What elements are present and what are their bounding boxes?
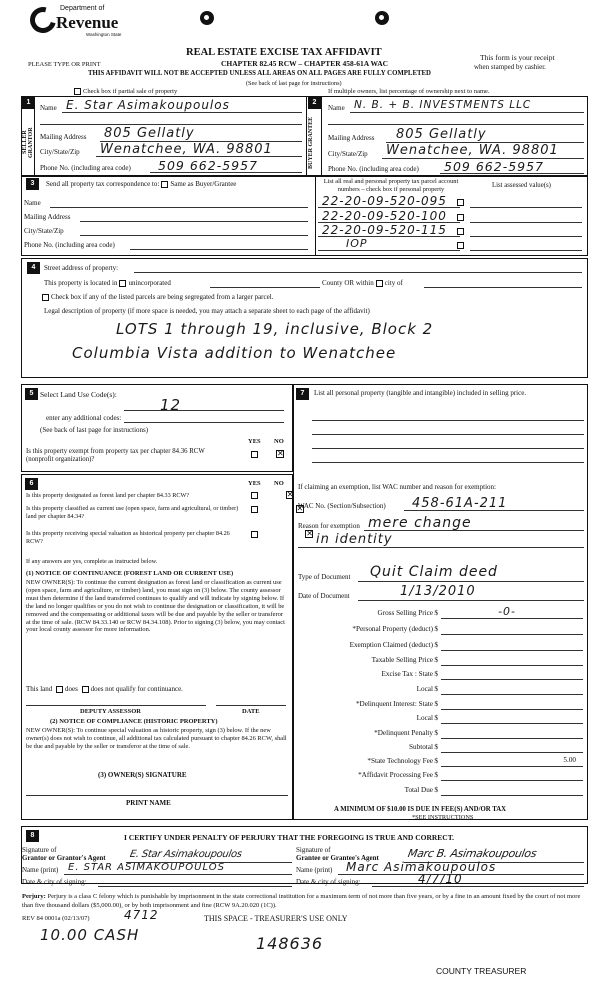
section-6-box <box>21 474 293 820</box>
fee-label: Total Due <box>404 786 433 794</box>
partial-sale-checkbox[interactable] <box>74 88 81 95</box>
dollar-sign: $ <box>434 700 438 708</box>
dollar-sign: $ <box>434 771 438 779</box>
street-label: Street address of property: <box>44 264 119 272</box>
county-label: County OR within <box>322 279 374 287</box>
owner-signature-label: (3) OWNER(S) SIGNATURE <box>98 771 187 779</box>
exempt-question: Is this property exempt from property tax per chapter 84.36 RCW (nonprofit organization)? <box>26 448 205 463</box>
s2-phone-value[interactable]: 509 662-5957 <box>444 159 545 174</box>
does-checkbox[interactable] <box>56 686 63 693</box>
parcel-1[interactable]: 22-20-09-520-095 <box>322 194 447 208</box>
underline <box>441 780 583 781</box>
fee-value[interactable]: -0- <box>498 605 516 618</box>
fee-row <box>298 786 588 799</box>
doc-date-label: Date of Document <box>298 592 350 600</box>
parcel-header: List all real and personal property tax parcel account numbers – check box if personal property <box>323 178 459 193</box>
s5-no: NO <box>274 438 284 445</box>
same-as-buyer-checkbox[interactable] <box>161 181 168 188</box>
personal-property-label: List all personal property (tangible and intangible) included in selling price. <box>314 389 527 397</box>
dept-state: Washington State <box>86 32 122 37</box>
underline <box>424 287 582 288</box>
parcel-4-checkbox[interactable] <box>457 242 464 249</box>
parcel-2-checkbox[interactable] <box>457 214 464 221</box>
see-back: (See back of last page for instructions) <box>246 80 342 87</box>
s3-send-row <box>46 180 236 188</box>
same-as-buyer-label: Same as Buyer/Grantee <box>170 180 237 188</box>
fee-row <box>298 641 588 654</box>
partial-sale-label: Check box if partial sale of property <box>83 88 178 95</box>
this-land-row <box>26 685 183 693</box>
reason-line-1[interactable]: mere change <box>368 515 472 531</box>
section-2-number: 2 <box>308 97 321 109</box>
s2-city-value[interactable]: Wenatchee, WA. 98801 <box>386 143 559 158</box>
underline <box>216 705 286 706</box>
s5-see-back: (See back of last page for instructions) <box>40 426 149 434</box>
s3-mailing-label: Mailing Address <box>24 213 71 221</box>
located-row <box>44 279 171 287</box>
doc-type-label: Type of Document <box>298 573 351 581</box>
s1-city-label: City/State/Zip <box>40 148 80 156</box>
segregated-row <box>40 293 273 301</box>
dollar-sign: $ <box>434 609 438 617</box>
underline <box>64 874 292 875</box>
underline <box>50 207 308 208</box>
land-use-label: Select Land Use Code(s): <box>40 390 117 399</box>
s2-name-label: Name <box>328 104 345 112</box>
underline <box>312 448 584 449</box>
dollar-sign: $ <box>434 729 438 737</box>
grantor-name-print-label: Name (print) <box>22 866 59 874</box>
fee-row <box>298 670 588 683</box>
underline <box>80 235 308 236</box>
parcel-2[interactable]: 22-20-09-520-100 <box>322 209 447 223</box>
section-1-number: 1 <box>22 97 35 109</box>
exemption-label: If claiming an exemption, list WAC number and reason for exemption: <box>298 483 496 491</box>
fee-row <box>298 771 588 784</box>
dollar-sign: $ <box>434 641 438 649</box>
fee-label: Exemption Claimed (deduct) <box>349 641 433 649</box>
underline <box>441 634 583 635</box>
fee-label: Subtotal <box>409 743 433 751</box>
fee-label: *Personal Property (deduct) <box>352 625 433 633</box>
divider <box>306 96 307 176</box>
partial-sale-row <box>72 88 177 95</box>
underline <box>318 207 460 208</box>
s2-name-value[interactable]: N. B. + B. INVESTMENTS LLC <box>354 99 532 111</box>
legal-label: Legal description of property (if more space is needed, you may attach a separate sheet to each page of the affidavit) <box>44 307 370 315</box>
underline <box>312 420 584 421</box>
see-instructions: *SEE INSTRUCTIONS <box>412 814 474 821</box>
form-chapter: CHAPTER 82.45 RCW – CHAPTER 458-61A WAC <box>221 59 389 68</box>
hand-note-number: 148636 <box>256 934 324 953</box>
dept-line: Department of <box>60 5 105 12</box>
underline <box>441 694 583 695</box>
please-type: PLEASE TYPE OR PRINT <box>28 61 101 68</box>
does-not-label: does not <box>90 685 115 693</box>
underline <box>328 124 584 125</box>
notice-1-text: NEW OWNER(S): To continue the current designation as forest land or classification as current use (open space, farm and agriculture, or timber) land, you must sign on (3) below. The county assessor must then determine if the land transferred continues to qualify and will indicate by signing below. If the land no longer qualifies or you do not wish to continue the designation or classification, it will be removed and the compensating or additional taxes will be due and payable by the seller or transferor at the time of sale. (RCW 84.33.140 or RCW 84.34.108). Prior to signing (3) below, you may contact your local county assessor for more information. <box>26 579 285 634</box>
s1-mailing-value[interactable]: 805 Gellatly <box>104 126 195 141</box>
form-warning: THIS AFFIDAVIT WILL NOT BE ACCEPTED UNLESS ALL AREAS ON ALL PAGES ARE FULLY COMPLETED <box>88 70 431 77</box>
land-use-value[interactable]: 12 <box>160 396 182 414</box>
underline <box>470 236 582 237</box>
hand-note-cash: 10.00 CASH <box>40 926 140 944</box>
receipt-note-1: This form is your receipt <box>480 53 555 62</box>
segregated-checkbox[interactable] <box>42 294 49 301</box>
notice-2-text: NEW OWNER(S): To continue special valuation as historic property, sign (3) below. If the new owner(s) does not wish to continue, all additional tax calculated pursuant to chapter 84.26 RCW, shall be due and payable by the seller or transferor at the time of sale. <box>26 727 287 750</box>
perjury-text: Perjury is a class C felony which is punishable by imprisonment in the state correctional institution for a maximum term of not more than five years, or by a fine in an amount fixed by the court of not more than five thousand dollars ($5,000.00), or by both imprisonment and fine (RCW 9A.20.020 (1C)). <box>22 893 581 909</box>
underline <box>358 600 584 601</box>
section-3-number: 3 <box>26 178 39 190</box>
fee-row <box>298 743 588 756</box>
assessed-header: List assessed value(s) <box>492 182 551 189</box>
underline <box>312 434 584 435</box>
treasurer-space: THIS SPACE - TREASURER'S USE ONLY <box>204 914 348 923</box>
divider <box>321 96 322 176</box>
sig-grantor-label-1: Signature of <box>22 846 57 854</box>
dollar-sign: $ <box>434 786 438 794</box>
legal-desc-line-2[interactable]: Columbia Vista addition to Wenatchee <box>72 344 397 362</box>
wac-label: WAC No. (Section/Subsection) <box>298 502 386 510</box>
grantee-name-print-label: Name (print) <box>296 866 333 874</box>
dollar-sign: $ <box>434 670 438 678</box>
parcel-3-checkbox[interactable] <box>457 228 464 235</box>
fee-row <box>298 729 588 742</box>
section-6-number: 6 <box>25 478 38 490</box>
dollar-sign: $ <box>434 656 438 664</box>
s5-yes: YES <box>248 438 261 445</box>
form-title: REAL ESTATE EXCISE TAX AFFIDAVIT <box>186 47 382 58</box>
hand-note-4712: 4712 <box>124 908 159 922</box>
punch-hole <box>375 11 389 25</box>
assessor-date-label: DATE <box>242 708 260 715</box>
does-not-checkbox[interactable] <box>82 686 89 693</box>
s3-city-label: City/State/Zip <box>24 227 64 235</box>
section-4-number: 4 <box>27 262 40 274</box>
underline <box>124 422 284 423</box>
segregated-label: Check box if any of the listed parcels are being segregated from a larger parcel. <box>51 293 274 301</box>
fee-label: Gross Selling Price <box>377 609 433 617</box>
county-row <box>322 279 403 287</box>
underline <box>441 738 583 739</box>
grantee-name-print[interactable]: Marc Asimakoupoulos <box>346 860 497 874</box>
s2-mailing-value[interactable]: 805 Gellatly <box>396 127 487 142</box>
underline <box>134 272 582 273</box>
underline <box>312 462 584 463</box>
underline <box>318 250 460 251</box>
underline <box>350 112 584 113</box>
underline <box>441 679 583 680</box>
fee-label: *Delinquent Interest: State <box>355 700 433 708</box>
underline <box>26 795 288 796</box>
underline <box>441 709 583 710</box>
parcel-3[interactable]: 22-20-09-520-115 <box>322 223 447 237</box>
fee-value[interactable]: 5.00 <box>563 756 576 764</box>
city-checkbox[interactable] <box>376 280 383 287</box>
county-treasurer: COUNTY TREASURER <box>436 966 527 976</box>
exempt-no-checkbox[interactable] <box>276 450 284 458</box>
rev-number: REV 84 0001a (02/13/07) <box>22 915 90 922</box>
doc-date-value[interactable]: 1/13/2010 <box>400 584 476 599</box>
s2-mailing-label: Mailing Address <box>328 134 375 142</box>
qualify-label: qualify for continuance. <box>115 685 183 693</box>
s3-phone-label: Phone No. (including area code) <box>24 241 115 249</box>
grantee-date-value[interactable]: 4/7/10 <box>418 872 463 886</box>
grantor-name-print[interactable]: E. STAR ASIMAKOUPOULOS <box>68 862 225 873</box>
s3-send-label: Send all property tax correspondence to: <box>46 180 160 188</box>
s1-city-value[interactable]: Wenatchee, WA. 98801 <box>100 142 273 157</box>
fee-row <box>298 685 588 698</box>
s2-phone-label: Phone No. (including area code) <box>328 165 419 173</box>
divider <box>315 176 316 256</box>
historic-question: Is this property receiving special valuation as historical property per chapter 84.26 RCW? <box>26 530 230 545</box>
perjury-label: Perjury: <box>22 893 46 900</box>
fee-row <box>298 757 588 770</box>
grantee-date-label: Date & city of signing: <box>296 878 361 886</box>
grantor-signature[interactable]: E. Star Asimakoupoulos <box>129 849 243 860</box>
fee-label: Excise Tax : State <box>381 670 433 678</box>
underline <box>441 795 583 796</box>
parcel-1-checkbox[interactable] <box>457 199 464 206</box>
fee-row <box>298 714 588 727</box>
s6-no: NO <box>274 480 284 487</box>
underline <box>210 287 320 288</box>
seller-grantor-label: SELLER GRANTOR <box>22 127 34 158</box>
open-space-yes-checkbox[interactable] <box>251 506 258 513</box>
fee-label: *State Technology Fee <box>367 757 433 765</box>
underline <box>26 705 206 706</box>
s1-mailing-label: Mailing Address <box>40 133 87 141</box>
print-name-label: PRINT NAME <box>126 799 171 807</box>
punch-hole <box>200 11 214 25</box>
underline <box>470 222 582 223</box>
sig-grantee-label-2: Grantee or Grantee's Agent <box>296 854 379 862</box>
located-label: This property is located in <box>44 279 118 287</box>
parcel-4[interactable]: IOP <box>346 237 368 250</box>
exempt-yes-checkbox[interactable] <box>251 451 258 458</box>
underline <box>441 618 583 619</box>
reason-label: Reason for exemption <box>298 522 360 530</box>
receipt-note-2: when stamped by cashier. <box>474 63 546 71</box>
s6-yes: YES <box>248 480 261 487</box>
fee-row <box>298 605 588 622</box>
buyer-grantee-label: BUYER GRANTEE <box>308 116 314 169</box>
minimum-note: A MINIMUM OF $10.00 IS DUE IN FEE(S) AND/OR TAX <box>334 806 507 813</box>
s3-name-label: Name <box>24 199 41 207</box>
grantee-signature[interactable]: Marc B. Asimakoupoulos <box>406 847 538 860</box>
multiple-owners-note: If multiple owners, list percentage of ownership next to name. <box>328 88 490 95</box>
legal-desc-line-1[interactable]: LOTS 1 through 19, inclusive, Block 2 <box>116 320 434 338</box>
perjury-note <box>22 893 588 910</box>
underline <box>358 581 584 582</box>
underline <box>441 766 583 767</box>
s1-phone-label: Phone No. (including area code) <box>40 164 131 172</box>
sig-grantee-label-1: Signature of <box>296 846 331 854</box>
dollar-sign: $ <box>434 714 438 722</box>
s2-city-label: City/State/Zip <box>328 150 368 158</box>
sig-grantor-label-2: Grantor or Grantor's Agent <box>22 854 106 862</box>
fee-label: *Delinquent Penalty <box>374 729 433 737</box>
logo-word: Revenue <box>56 13 119 32</box>
underline <box>98 886 292 887</box>
underline <box>318 236 460 237</box>
does-label: does <box>65 685 78 693</box>
fee-row <box>298 625 588 638</box>
reason-line-2[interactable]: in identity <box>316 532 393 547</box>
underline <box>441 723 583 724</box>
this-land-label: This land <box>26 685 53 693</box>
fee-label: Local <box>416 685 433 693</box>
underline <box>470 250 582 251</box>
fee-label: Taxable Selling Price <box>371 656 433 664</box>
dollar-sign: $ <box>434 743 438 751</box>
notice-2-title: (2) NOTICE OF COMPLIANCE (HISTORIC PROPERTY) <box>50 718 218 725</box>
dollar-sign: $ <box>434 625 438 633</box>
city-of-label: city of <box>384 279 403 287</box>
underline <box>40 124 302 125</box>
underline <box>62 112 302 113</box>
forest-question: Is this property designated as forest land per chapter 84.33 RCW? <box>26 492 190 499</box>
wac-value[interactable]: 458-61A-211 <box>412 496 508 511</box>
unincorporated-label: unincorporated <box>128 279 171 287</box>
underline <box>80 221 308 222</box>
dollar-sign: $ <box>434 757 438 765</box>
fee-label: *Affidavit Processing Fee <box>358 771 433 779</box>
doc-type-value[interactable]: Quit Claim deed <box>370 564 498 580</box>
fee-label: Local <box>416 714 433 722</box>
underline <box>441 752 583 753</box>
s1-name-label: Name <box>40 104 57 112</box>
underline <box>470 207 582 208</box>
section-8-number: 8 <box>26 830 39 842</box>
forest-yes-checkbox[interactable] <box>251 492 258 499</box>
deputy-assessor-label: DEPUTY ASSESSOR <box>80 708 141 715</box>
section-7-number: 7 <box>296 388 309 400</box>
underline <box>441 650 583 651</box>
fee-row <box>298 700 588 713</box>
notice-1-title: (1) NOTICE OF CONTINUANCE (FOREST LAND OR CURRENT USE) <box>26 570 234 577</box>
fee-row <box>298 656 588 669</box>
s1-name-value[interactable]: E. Star Asimakoupoulos <box>66 98 230 112</box>
underline <box>372 886 584 887</box>
dollar-sign: $ <box>434 685 438 693</box>
unincorporated-checkbox[interactable] <box>119 280 126 287</box>
historic-yes-checkbox[interactable] <box>251 531 258 538</box>
underline <box>441 665 583 666</box>
section-5-number: 5 <box>25 388 38 400</box>
underline <box>130 249 308 250</box>
underline <box>298 547 584 548</box>
s1-phone-value[interactable]: 509 662-5957 <box>158 158 259 173</box>
if-yes-note: If any answers are yes, complete as instructed below. <box>26 558 158 565</box>
open-space-question: Is this property classified as current use (open space, farm and agricultural, or timber) land per chapter 84.34? <box>26 505 239 520</box>
underline <box>124 410 284 411</box>
grantor-date-label: Date & city of signing: <box>22 878 87 886</box>
certify-statement: I CERTIFY UNDER PENALTY OF PERJURY THAT THE FOREGOING IS TRUE AND CORRECT. <box>124 833 455 842</box>
additional-codes-label: enter any additional codes: <box>46 414 122 422</box>
